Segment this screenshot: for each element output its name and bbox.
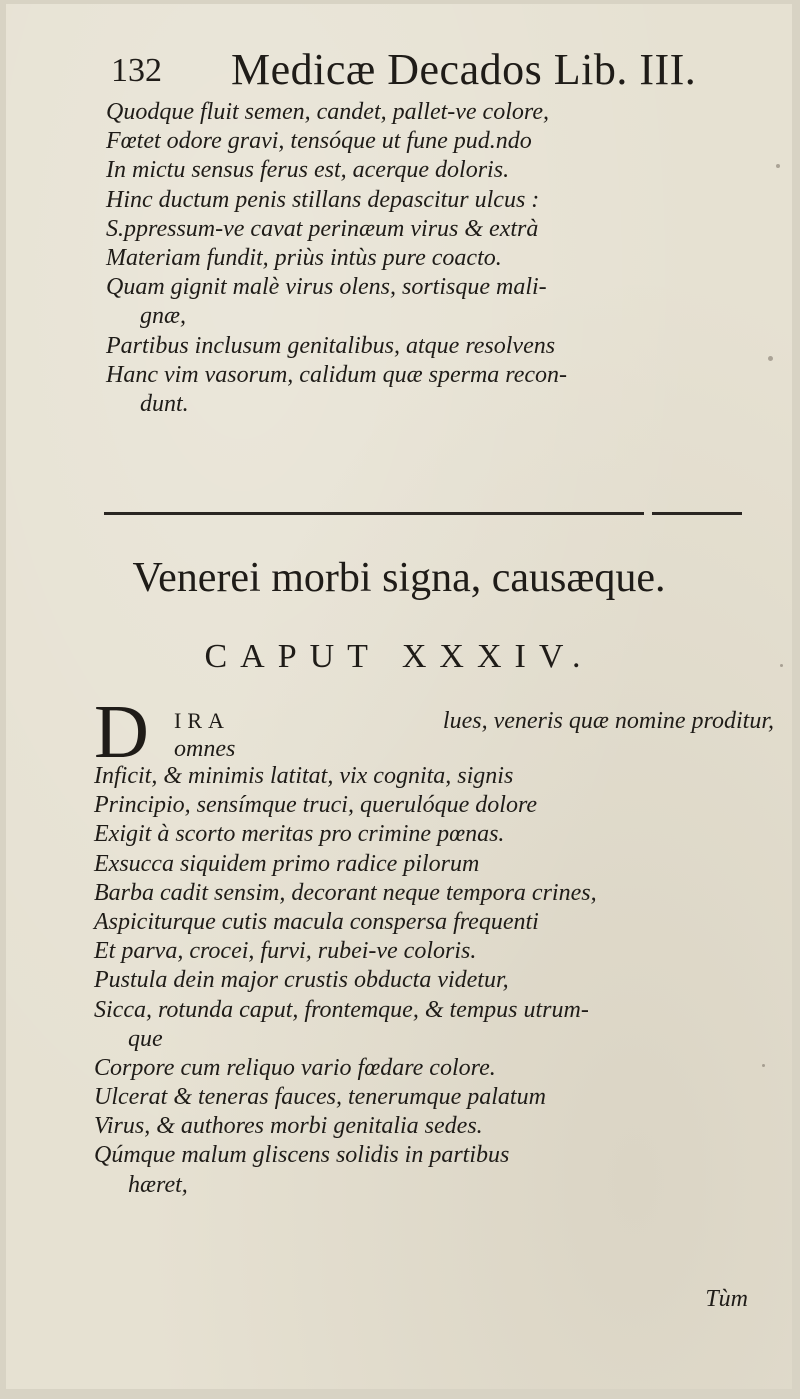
book-page [6,4,792,1389]
verse-line: Quodque fluit semen, candet, pallet-ve colore, [106,99,549,125]
verse-line: Qúmque malum gliscens solidis in partibus [94,1142,510,1169]
verse-line: Sicca, rotunda caput, frontemque, & tempus utrum- [94,996,589,1023]
chapter-title: Venerei morbi signa, causæque. [132,555,666,601]
verse-line: Ulcerat & teneras fauces, tenerumque palatum [94,1084,546,1111]
verse-line: Aspiciturque cutis macula conspersa frequenti [94,908,539,935]
verse-line: Partibus inclusum genitalibus, atque resolvens [106,332,556,359]
verse-line: Corpore cum reliquo vario fœdare colore. [94,1054,496,1081]
opening-continuation: omnes [174,736,236,762]
verse-line-continuation: gnæ, [140,303,187,330]
paper-speck [776,164,780,168]
paper-speck [768,356,773,361]
verse-line: In mictu sensus ferus est, acerque doloris. [106,157,510,184]
section-rule [104,512,644,515]
verse-line: S.ppressum-ve cavat perinæum virus & extrà [106,215,539,242]
verse-line: Fœtet odore gravi, tensóque ut fune pud.ndo [106,128,532,155]
verse-line: Exsucca siquidem primo radice pilorum [94,850,480,877]
page-header [111,44,721,96]
verse-line-continuation: dunt. [140,390,189,417]
opening-text: lues, veneris quæ nomine proditur, [442,708,774,734]
paper-speck [762,1064,765,1067]
verse-line: Et parva, crocei, furvi, rubei-ve coloris. [94,938,477,965]
opening-line [174,708,774,735]
section-rule-end [652,512,742,515]
running-title: Medicæ Decados Lib. III. [231,45,697,94]
verse-line: Inficit, & minimis latitat, vix cognita, signis [94,763,514,789]
verse-line: Hinc ductum penis stillans depascitur ulcus : [106,186,540,213]
verse-line-continuation: que [128,1025,163,1052]
opening-smallcaps: IRA [174,708,230,733]
drop-cap: D [94,690,149,774]
verse-line-continuation: hæret, [128,1171,188,1198]
verse-line: Materiam fundit, priùs intùs pure coacto. [106,244,502,271]
verse-line: Barba cadit sensim, decorant neque tempora crines, [94,879,597,906]
catchword: Tùm [705,1286,748,1312]
verse-block-top [106,98,766,419]
chapter-number: CAPUT XXXIV. [204,638,594,675]
verse-block-bottom [94,762,774,1200]
page-number: 132 [111,52,162,89]
verse-line: Quam gignit malè virus olens, sortisque mali- [106,274,547,301]
verse-line: Hanc vim vasorum, calidum quæ sperma recon- [106,361,568,388]
verse-line: Exigit à scorto meritas pro crimine pœnas. [94,821,505,848]
paper-speck [780,664,783,667]
verse-line: Pustula dein major crustis obducta videtur, [94,967,509,994]
verse-line: Virus, & authores morbi genitalia sedes. [94,1113,483,1140]
verse-line: Principio, sensímque truci, querulóque dolore [94,792,538,819]
